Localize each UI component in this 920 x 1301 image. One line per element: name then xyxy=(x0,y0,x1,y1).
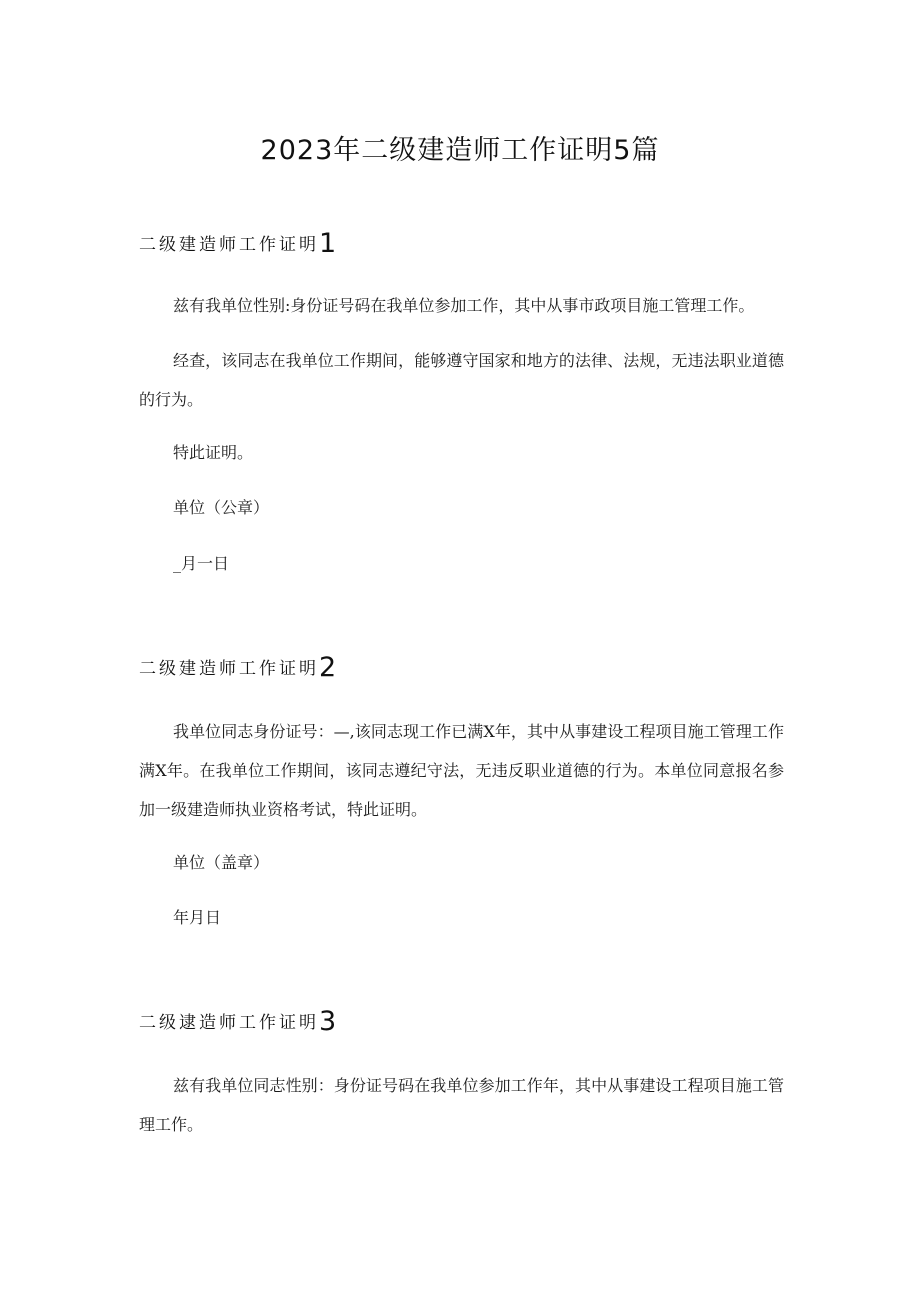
section-heading-2 xyxy=(139,652,336,683)
section-number: 3 xyxy=(319,1006,337,1037)
section-1-date: _月一日 xyxy=(173,554,230,573)
section-3-paragraph-1: 兹有我单位同志性别：身份证号码在我单位参加工作年，其中从事建设工程项目施工管理工作。 xyxy=(139,1076,784,1134)
section-1-paragraph-1: 兹有我单位性别:身份证号码在我单位参加工作，其中从事市政项目施工管理工作。 xyxy=(173,296,755,315)
section-heading-1 xyxy=(139,228,336,259)
section-number: 2 xyxy=(319,652,337,683)
section-1-unit-seal: 单位（公章） xyxy=(173,498,270,517)
document-title: 2023年二级建造师工作证明5篇 xyxy=(260,135,660,166)
section-2-date: 年月日 xyxy=(173,908,222,927)
section-heading-text: 二级建造师工作证明 xyxy=(139,659,319,679)
section-heading-text: 二级逮造师工作证明 xyxy=(139,1013,319,1033)
section-2-unit-seal: 单位（盖章） xyxy=(173,853,270,872)
section-heading-text: 二级建造师工作证明 xyxy=(139,235,319,255)
section-1-closing: 特此证明。 xyxy=(173,443,254,462)
section-2-paragraph-1: 我单位同志身份证号：—,该同志现工作已满X年，其中从事建设工程项目施工管理工作满X年。在我单位工作期间，该同志遵纪守法，无违反职业道德的行为。本单位同意报名参加一级建造师执业资格考试，特此证明。 xyxy=(139,722,784,819)
section-number: 1 xyxy=(319,228,337,259)
section-heading-3 xyxy=(139,1006,336,1037)
section-1-paragraph-2: 经查，该同志在我单位工作期间，能够遵守国家和地方的法律、法规，无违法职业道德的行为。 xyxy=(139,351,784,409)
